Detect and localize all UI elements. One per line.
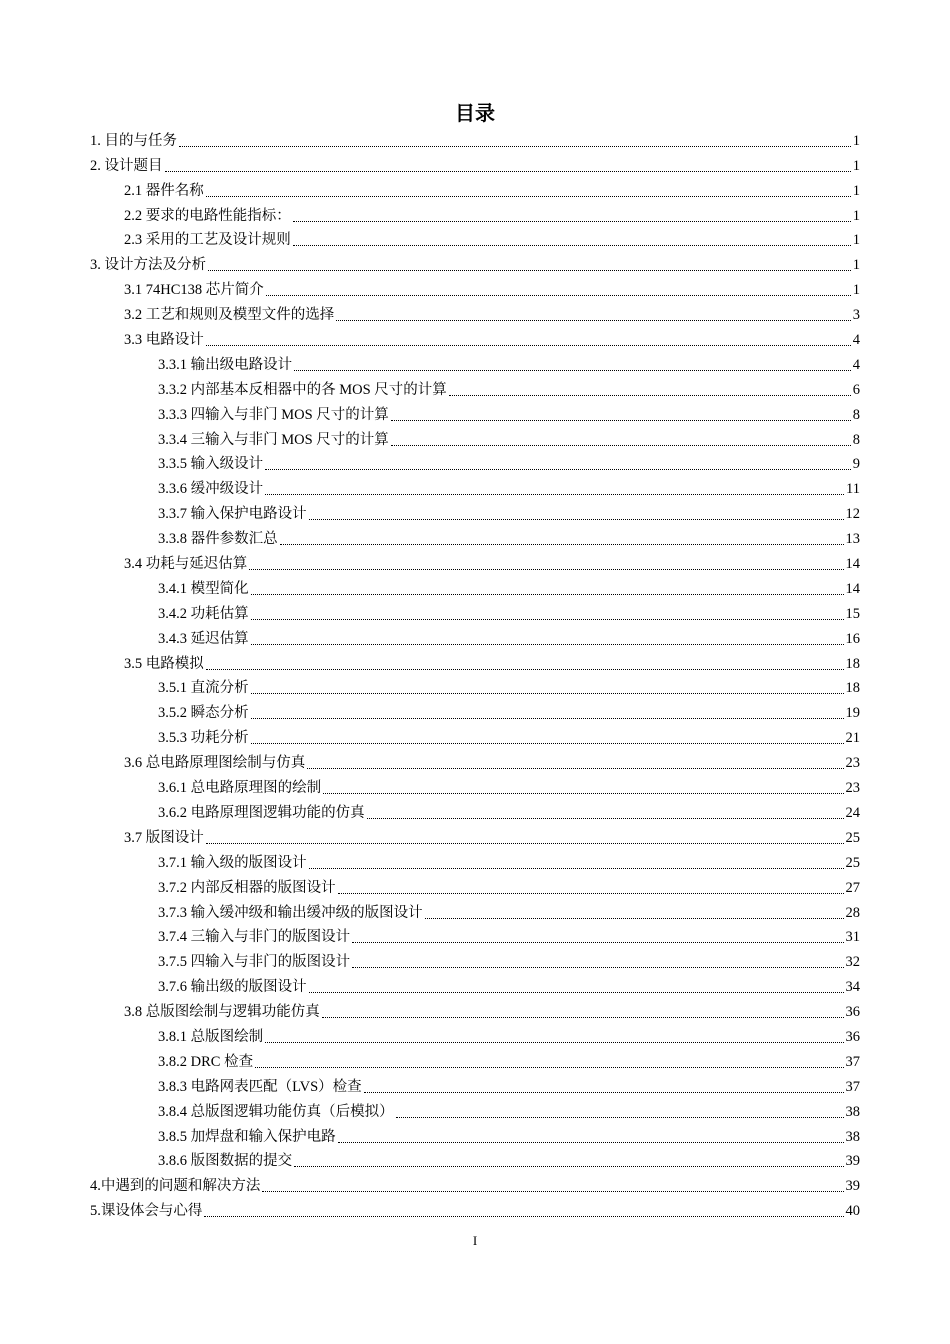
toc-entry-page: 27 (845, 879, 860, 896)
toc-entry-label: 3.3.5 输入级设计 (158, 456, 264, 473)
toc-entry-page: 4 (852, 356, 860, 373)
toc-entry-label: 3.5.1 直流分析 (158, 680, 249, 697)
dot-leader (251, 644, 844, 645)
dot-leader (251, 619, 844, 620)
toc-entry-label: 3.5.2 瞬态分析 (158, 705, 249, 722)
dot-leader (322, 1017, 844, 1018)
toc-entry[interactable] (90, 1073, 860, 1098)
dot-leader (255, 1067, 843, 1068)
toc-entry-label: 3.5 电路模拟 (124, 655, 204, 672)
dot-leader (336, 320, 851, 321)
toc-entry[interactable] (90, 1172, 860, 1197)
toc-entry-label: 2.2 要求的电路性能指标： (124, 207, 291, 224)
toc-entry-label: 3.3.6 缓冲级设计 (158, 481, 264, 498)
toc-entry[interactable] (90, 152, 860, 177)
toc-entry-page: 1 (852, 207, 860, 224)
toc-entry[interactable] (90, 127, 860, 152)
toc-entry-label: 3.3 电路设计 (124, 332, 204, 349)
page-footer-number: I (472, 1233, 478, 1248)
toc-entry[interactable] (90, 650, 860, 675)
toc-entry[interactable] (90, 699, 860, 724)
dot-leader (294, 370, 851, 371)
toc-entry-page: 38 (845, 1103, 860, 1120)
toc-entry-label: 3.8 总版图绘制与逻辑功能仿真 (124, 1004, 320, 1021)
dot-leader (367, 818, 844, 819)
toc-entry-page: 28 (845, 904, 860, 921)
toc-entry-label: 2. 设计题目 (90, 157, 163, 174)
toc-entry[interactable] (90, 1023, 860, 1048)
dot-leader (266, 295, 851, 296)
dot-leader (179, 146, 851, 147)
toc-entry-label: 3.7.4 三输入与非门的版图设计 (158, 929, 351, 946)
toc-entry-page: 21 (845, 730, 860, 747)
toc-entry[interactable] (90, 948, 860, 973)
toc-entry[interactable] (90, 251, 860, 276)
toc-entry[interactable] (90, 600, 860, 625)
dot-leader (249, 569, 843, 570)
toc-entry-label: 3.3.2 内部基本反相器中的各 MOS 尺寸的计算 (158, 381, 447, 398)
toc-entry-label: 1. 目的与任务 (90, 132, 177, 149)
toc-entry-page: 23 (845, 780, 860, 797)
toc-entry[interactable] (90, 675, 860, 700)
toc-entry-label: 3.5.3 功耗分析 (158, 730, 249, 747)
dot-leader (206, 669, 844, 670)
dot-leader (309, 519, 844, 520)
toc-entry-label: 3.4 功耗与延迟估算 (124, 556, 248, 573)
toc-entry[interactable] (90, 550, 860, 575)
toc-entry-label: 4.中遇到的问题和解决方法 (90, 1178, 261, 1195)
toc-entry[interactable] (90, 351, 860, 376)
toc-entry-page: 19 (845, 705, 860, 722)
dot-leader (165, 171, 851, 172)
toc-entry[interactable] (90, 376, 860, 401)
toc-entry-page: 39 (845, 1178, 860, 1195)
toc-entry-label: 3.7.2 内部反相器的版图设计 (158, 879, 336, 896)
dot-leader (280, 544, 844, 545)
toc-entry[interactable] (90, 1048, 860, 1073)
toc-title: 目录 (455, 101, 495, 125)
dot-leader (251, 594, 844, 595)
toc-entry-page: 23 (845, 755, 860, 772)
toc-entry[interactable] (90, 849, 860, 874)
dot-leader (396, 1117, 844, 1118)
dot-leader (265, 469, 851, 470)
dot-leader (364, 1092, 844, 1093)
toc-entry-label: 3.1 74HC138 芯片简介 (124, 282, 264, 299)
toc-entry-page: 36 (845, 1004, 860, 1021)
toc-entry-label: 3.6.2 电路原理图逻辑功能的仿真 (158, 804, 365, 821)
toc-entry[interactable] (90, 874, 860, 899)
dot-leader (251, 693, 844, 694)
dot-leader (251, 743, 844, 744)
toc-entry-label: 3.7.1 输入级的版图设计 (158, 854, 307, 871)
toc-entry-page: 32 (845, 954, 860, 971)
toc-entry-page: 1 (852, 157, 860, 174)
dot-leader (206, 345, 851, 346)
toc-entry[interactable] (90, 451, 860, 476)
toc-entry-page: 34 (845, 979, 860, 996)
toc-entry-label: 3. 设计方法及分析 (90, 257, 206, 274)
toc-entry-page: 25 (845, 829, 860, 846)
toc-entry-label: 5.课设体会与心得 (90, 1203, 203, 1220)
toc-entry-page: 1 (852, 232, 860, 249)
toc-entry-page: 16 (845, 630, 860, 647)
toc-entry-page: 1 (852, 282, 860, 299)
toc-entry-label: 3.7.3 输入缓冲级和输出缓冲级的版图设计 (158, 904, 423, 921)
toc-entry-page: 38 (845, 1128, 860, 1145)
dot-leader (208, 270, 851, 271)
toc-entry-label: 3.4.2 功耗估算 (158, 605, 249, 622)
toc-entry-label: 3.7 版图设计 (124, 829, 204, 846)
dot-leader (309, 992, 844, 993)
toc-entry-label: 3.3.1 输出级电路设计 (158, 356, 293, 373)
toc-entry-page: 13 (845, 531, 860, 548)
toc-entry[interactable] (90, 227, 860, 252)
toc-entry-page: 36 (845, 1028, 860, 1045)
toc-entry-page: 24 (845, 804, 860, 821)
dot-leader (352, 967, 843, 968)
toc-entry-label: 2.3 采用的工艺及设计规则 (124, 232, 291, 249)
toc-entry-page: 14 (845, 580, 860, 597)
toc-entry-page: 8 (852, 406, 860, 423)
toc-entry[interactable] (90, 426, 860, 451)
toc-entry[interactable] (90, 500, 860, 525)
toc-entry-page: 9 (852, 456, 860, 473)
toc-entry-page: 3 (852, 307, 860, 324)
toc-entry[interactable] (90, 1197, 860, 1222)
toc-entry-label: 3.3.7 输入保护电路设计 (158, 506, 307, 523)
toc-entry-label: 3.4.3 延迟估算 (158, 630, 249, 647)
dot-leader (265, 1042, 843, 1043)
toc-entry[interactable] (90, 774, 860, 799)
toc-entry[interactable] (90, 1148, 860, 1173)
toc-entry-page: 1 (852, 182, 860, 199)
dot-leader (206, 196, 851, 197)
toc-entry-page: 14 (845, 556, 860, 573)
toc-entry[interactable] (90, 301, 860, 326)
toc-entry[interactable] (90, 749, 860, 774)
toc-entry[interactable] (90, 924, 860, 949)
dot-leader (204, 1216, 843, 1217)
dot-leader (309, 868, 844, 869)
toc-entry-label: 3.8.2 DRC 检查 (158, 1053, 254, 1070)
dot-leader (391, 420, 851, 421)
toc-entry-page: 39 (845, 1153, 860, 1170)
toc-entry-label: 3.8.6 版图数据的提交 (158, 1153, 293, 1170)
dot-leader (206, 843, 844, 844)
toc-entry[interactable] (90, 824, 860, 849)
dot-leader (425, 918, 844, 919)
toc-entry[interactable] (90, 1098, 860, 1123)
toc-entry-label: 3.3.4 三输入与非门 MOS 尺寸的计算 (158, 431, 389, 448)
toc-entry[interactable] (90, 177, 860, 202)
toc-entry-page: 25 (845, 854, 860, 871)
toc-entry[interactable] (90, 326, 860, 351)
toc-entry[interactable] (90, 401, 860, 426)
toc-entry[interactable] (90, 998, 860, 1023)
toc-entry[interactable] (90, 1123, 860, 1148)
toc-entry-page: 1 (852, 132, 860, 149)
toc-entry-label: 3.2 工艺和规则及模型文件的选择 (124, 307, 335, 324)
toc-entry-label: 3.7.6 输出级的版图设计 (158, 979, 307, 996)
dot-leader (323, 793, 843, 794)
toc-entry-label: 3.8.5 加焊盘和输入保护电路 (158, 1128, 336, 1145)
toc-entry-label: 3.8.3 电路网表匹配（LVS）检查 (158, 1078, 362, 1095)
toc-entry[interactable] (90, 202, 860, 227)
toc-entry-label: 3.8.4 总版图逻辑功能仿真（后模拟） (158, 1103, 394, 1120)
toc-entry-page: 11 (846, 481, 860, 498)
toc-entry-label: 3.6 总电路原理图绘制与仿真 (124, 755, 306, 772)
toc-entry-label: 3.3.8 器件参数汇总 (158, 531, 278, 548)
toc-entry-page: 18 (845, 655, 860, 672)
toc-entry-page: 12 (845, 506, 860, 523)
dot-leader (293, 245, 851, 246)
toc-entry-label: 3.8.1 总版图绘制 (158, 1028, 264, 1045)
toc-entry-page: 4 (852, 332, 860, 349)
toc-entry[interactable] (90, 525, 860, 550)
toc-entry-page: 15 (845, 605, 860, 622)
toc-entry-label: 3.4.1 模型简化 (158, 580, 249, 597)
dot-leader (352, 942, 843, 943)
toc-entry-page: 31 (845, 929, 860, 946)
toc-entry-page: 18 (845, 680, 860, 697)
dot-leader (293, 221, 851, 222)
toc-entry[interactable] (90, 799, 860, 824)
dot-leader (294, 1166, 843, 1167)
toc-entry-label: 3.6.1 总电路原理图的绘制 (158, 780, 322, 797)
toc-entry[interactable] (90, 625, 860, 650)
toc-entry-page: 37 (845, 1053, 860, 1070)
dot-leader (262, 1191, 843, 1192)
toc-entry[interactable] (90, 899, 860, 924)
dot-leader (391, 445, 851, 446)
dot-leader (449, 395, 851, 396)
table-of-contents (90, 127, 860, 1222)
toc-entry-label: 3.7.5 四输入与非门的版图设计 (158, 954, 351, 971)
toc-entry[interactable] (90, 575, 860, 600)
dot-leader (338, 893, 844, 894)
dot-leader (265, 494, 844, 495)
toc-entry-page: 8 (852, 431, 860, 448)
toc-entry[interactable] (90, 973, 860, 998)
toc-entry[interactable] (90, 475, 860, 500)
toc-entry-label: 2.1 器件名称 (124, 182, 204, 199)
dot-leader (307, 768, 843, 769)
toc-entry-page: 1 (852, 257, 860, 274)
toc-entry-page: 40 (845, 1203, 860, 1220)
toc-entry[interactable] (90, 276, 860, 301)
toc-entry[interactable] (90, 724, 860, 749)
dot-leader (251, 718, 844, 719)
toc-entry-page: 6 (852, 381, 860, 398)
toc-entry-label: 3.3.3 四输入与非门 MOS 尺寸的计算 (158, 406, 389, 423)
dot-leader (338, 1142, 844, 1143)
toc-entry-page: 37 (845, 1078, 860, 1095)
